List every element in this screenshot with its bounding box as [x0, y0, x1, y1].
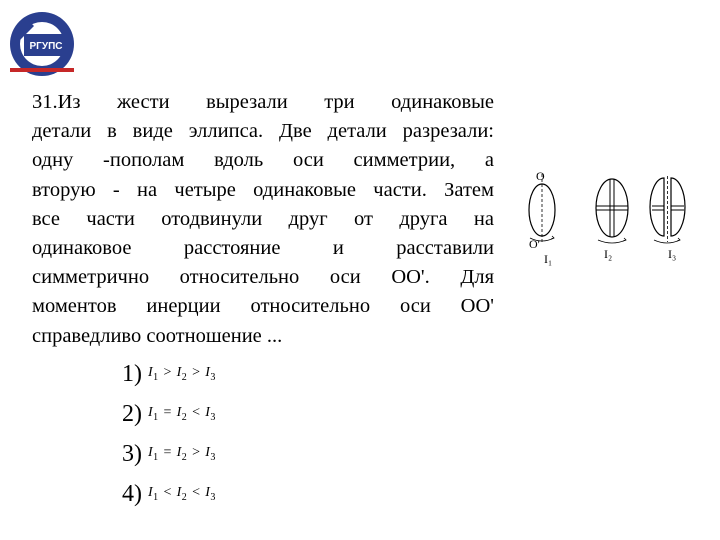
rotation-arrow [654, 240, 680, 243]
question-line: все части отодвинули друг от друга на [32, 207, 494, 230]
answer-number: 4) [122, 480, 142, 507]
question-line: 31.Из жести вырезали три одинаковые [32, 91, 494, 113]
axis-label-o: O [536, 169, 545, 183]
answer-option-3[interactable] [110, 434, 216, 474]
answer-option-2[interactable] [110, 394, 216, 434]
question-line: одну -пополам вдоль оси симметрии, а [32, 149, 494, 172]
question-text [32, 88, 494, 351]
question-line: детали в виде эллипса. Две детали разрезали: [32, 120, 494, 143]
question-line: симметрично относительно оси ОО'. Для [32, 266, 494, 289]
answer-formula: $I_1 = I_2 < I_3$ [148, 405, 216, 423]
answer-number: 2) [122, 400, 142, 427]
label-i2: I₂ [604, 247, 613, 261]
answer-number: 1) [122, 360, 142, 387]
answer-formula: $I_1 < I_2 < I_3$ [148, 485, 216, 503]
answer-number: 3) [122, 440, 142, 467]
question-line: вторую - на четыре одинаковые части. Затем [32, 178, 494, 201]
logo-text: РГУПС [29, 41, 63, 52]
answer-option-1[interactable] [110, 354, 216, 394]
answer-formula: $I_1 = I_2 > I_3$ [148, 445, 216, 463]
answer-option-4[interactable] [110, 474, 216, 514]
ellipse-whole [529, 169, 555, 266]
answer-options [110, 354, 216, 514]
axis-label-o-prime: O' [529, 237, 540, 251]
label-i1: I₁ [544, 252, 553, 266]
question-line: одинаковое расстояние и расставили [32, 237, 494, 260]
question-line: справедливо соотношение ... [32, 324, 283, 347]
ellipse-halves [650, 176, 685, 261]
answer-formula: $I_1 > I_2 > I_3$ [148, 365, 216, 383]
rgups-logo [4, 4, 80, 80]
rotation-arrow [598, 240, 626, 243]
label-i3: I₃ [668, 247, 677, 261]
question-line: моментов инерции относительно оси ОО' [32, 295, 494, 318]
ellipse-quartered [596, 179, 628, 261]
ellipse-parts-figure [516, 166, 696, 266]
